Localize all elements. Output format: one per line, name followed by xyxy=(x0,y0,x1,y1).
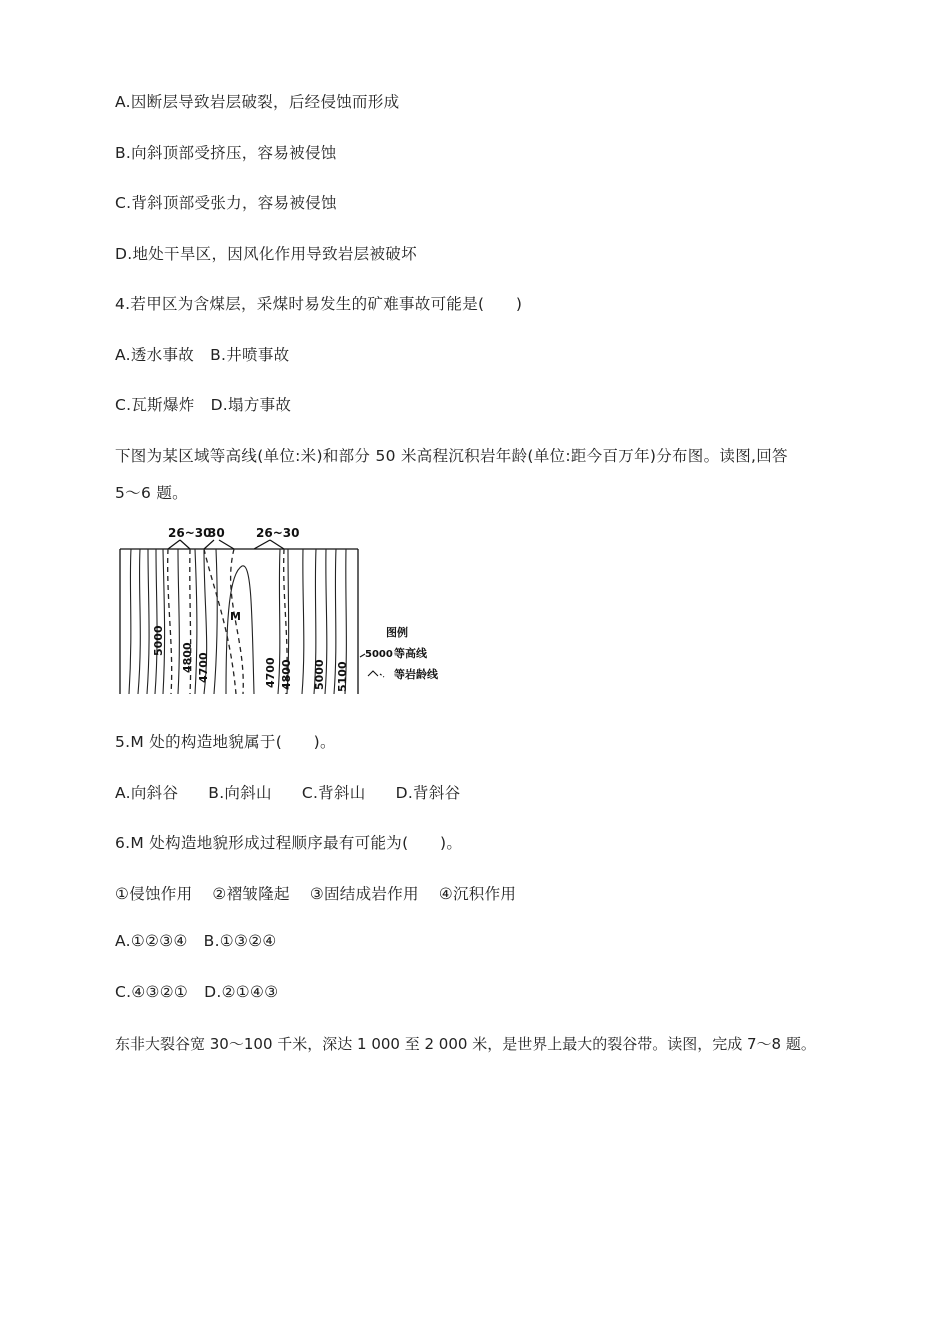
q3-option-c: C.背斜顶部受张力，容易被侵蚀 xyxy=(115,194,337,212)
q6-options-row2 xyxy=(115,983,278,1001)
q6-option-c: C.④③②① xyxy=(115,983,189,1001)
q4-options-row1 xyxy=(115,343,289,365)
legend xyxy=(360,625,439,681)
contour-label: 4800 xyxy=(181,642,194,673)
q6-stem: 6.M 处构造地貌形成过程顺序最有可能为( )。 xyxy=(115,834,463,852)
q6-option-a: A.①②③④ xyxy=(115,932,188,950)
top-label-right: 26~30 xyxy=(256,526,300,540)
legend-contour-value: 5000 xyxy=(365,649,393,660)
legend-isochron-symbol xyxy=(368,671,378,676)
legend-isochron-dash xyxy=(380,674,384,677)
q6-option-b: B.①③②④ xyxy=(203,932,277,950)
q6-item-3: ③固结成岩作用 xyxy=(309,885,419,903)
q6-items xyxy=(115,882,516,904)
legend-isochron-text: 等岩龄线 xyxy=(394,668,438,681)
top-label-center: 30 xyxy=(208,526,225,540)
top-labels xyxy=(168,526,299,549)
contour-labels xyxy=(152,625,349,692)
q4-option-b: B.井喷事故 xyxy=(210,346,290,364)
q6-options-row1 xyxy=(115,932,277,950)
q3-option-b: B.向斜顶部受挤压，容易被侵蚀 xyxy=(115,144,337,162)
contour-label: 4700 xyxy=(197,652,210,683)
q6-option-d: D.②①④③ xyxy=(204,983,279,1001)
q6-item-1: ①侵蚀作用 xyxy=(115,885,193,903)
map-label-m: M xyxy=(230,610,241,623)
legend-contour-text: 等高线 xyxy=(394,647,427,660)
top-label-left: 26~30 xyxy=(168,526,212,540)
q5-options xyxy=(115,781,460,803)
q5-option-a: A.向斜谷 xyxy=(115,784,179,802)
contour-isochron-map xyxy=(118,518,453,696)
q4-option-d: D.塌方事故 xyxy=(210,396,292,414)
q5-stem: 5.M 处的构造地貌属于( )。 xyxy=(115,733,336,751)
q4-option-c: C.瓦斯爆炸 xyxy=(115,396,195,414)
contour-label: 4700 xyxy=(264,657,277,688)
q6-item-2: ②褶皱隆起 xyxy=(212,885,290,903)
contour-label: 5000 xyxy=(152,625,165,656)
q5-option-c: C.背斜山 xyxy=(301,784,366,802)
contour-label: 5000 xyxy=(313,659,326,690)
q4-option-a: A.透水事故 xyxy=(115,346,195,364)
legend-title: 图例 xyxy=(386,626,408,639)
q5-option-b: B.向斜山 xyxy=(208,784,272,802)
intro-7-8: 东非大裂谷宽 30～100 千米，深达 1 000 至 2 000 米，是世界上最大的裂谷带。读图，完成 7～8 题。 xyxy=(115,1035,816,1053)
contour-label: 4800 xyxy=(280,659,293,690)
q4-stem: 4.若甲区为含煤层，采煤时易发生的矿难事故可能是( ) xyxy=(115,295,523,313)
intro-5-6-line1: 下图为某区域等高线(单位:米)和部分 50 米高程沉积岩年龄(单位:距今百万年)分布图。读图,回答 xyxy=(115,447,788,465)
label-leader-lines xyxy=(168,540,284,549)
q4-options-row2 xyxy=(115,393,291,415)
intro-5-6-line2: 5～6 题。 xyxy=(115,484,188,502)
contour-label: 5100 xyxy=(336,661,349,692)
q5-option-d: D.背斜谷 xyxy=(395,784,461,802)
q3-option-a: A.因断层导致岩层破裂，后经侵蚀而形成 xyxy=(115,93,400,111)
q3-option-d: D.地处干旱区，因风化作用导致岩层被破坏 xyxy=(115,245,417,263)
q6-item-4: ④沉积作用 xyxy=(438,885,517,903)
